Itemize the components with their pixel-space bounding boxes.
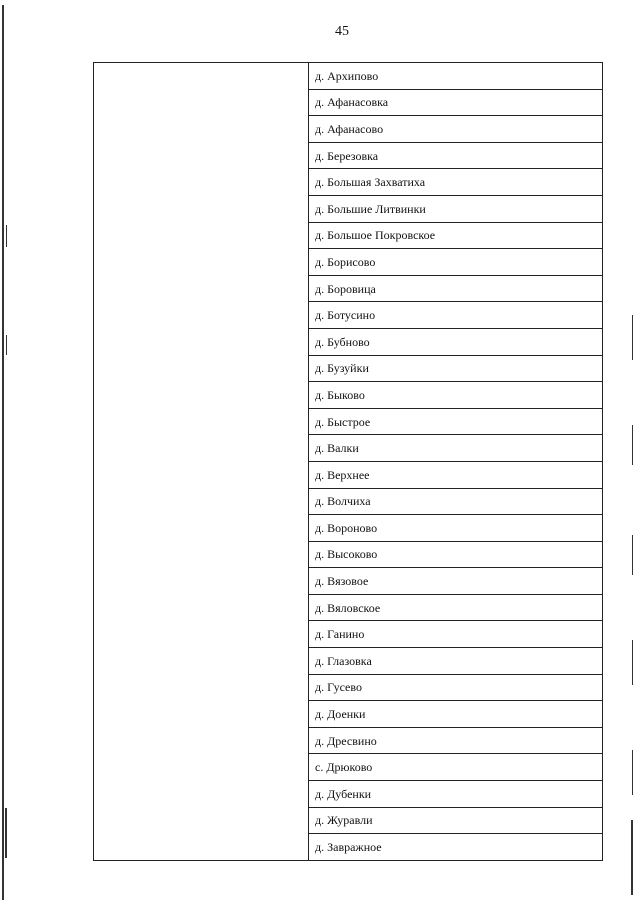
settlement-name-cell: д. Быстрое [309,408,603,435]
table-row [94,63,603,90]
scan-artifact-right [632,640,633,685]
settlement-name-cell: д. Волчиха [309,488,603,515]
settlement-name-cell: д. Вороново [309,515,603,542]
settlement-name-cell: д. Архипово [309,63,603,90]
settlement-name-cell: д. Дубенки [309,781,603,808]
settlement-name-cell: д. Ботусино [309,302,603,329]
scan-artifact-right [632,535,633,575]
settlement-name-cell: д. Большие Литвинки [309,195,603,222]
settlement-name-cell: д. Дресвино [309,727,603,754]
settlement-name-cell: д. Доенки [309,701,603,728]
settlement-name-cell: д. Бубново [309,328,603,355]
settlement-name-cell: д. Борисово [309,249,603,276]
settlement-name-cell: д. Афанасово [309,116,603,143]
settlement-name-cell: д. Гусево [309,674,603,701]
page-number: 45 [335,24,349,39]
settlement-name-cell: д. Бузуйки [309,355,603,382]
scan-artifact-left-tick [6,225,7,247]
settlement-name-cell: д. Березовка [309,142,603,169]
scan-artifact-left [2,5,4,900]
settlement-name-cell: д. Валки [309,435,603,462]
settlement-name-cell: д. Афанасовка [309,89,603,116]
scan-artifact-right [632,315,633,360]
settlement-name-cell: д. Глазовка [309,648,603,675]
settlement-name-cell: с. Дрюково [309,754,603,781]
settlement-name-cell: д. Вяловское [309,594,603,621]
settlement-name-cell: д. Завражное [309,834,603,861]
scan-artifact-left-tick [6,335,7,355]
settlement-name-cell: д. Вязовое [309,568,603,595]
scan-artifact-left-tick [5,808,7,858]
settlements-table-body [94,63,603,861]
settlement-name-cell: д. Быково [309,382,603,409]
empty-left-column-cell [94,63,309,861]
settlement-name-cell: д. Верхнее [309,461,603,488]
scan-artifact-right [632,425,633,465]
settlement-name-cell: д. Высоково [309,541,603,568]
settlements-table [93,62,603,861]
settlement-name-cell: д. Журавли [309,807,603,834]
settlement-name-cell: д. Большое Покровское [309,222,603,249]
settlement-name-cell: д. Боровица [309,275,603,302]
settlement-name-cell: д. Большая Захватиха [309,169,603,196]
scan-artifact-right [631,820,633,895]
settlement-name-cell: д. Ганино [309,621,603,648]
scan-artifact-right [632,750,633,795]
